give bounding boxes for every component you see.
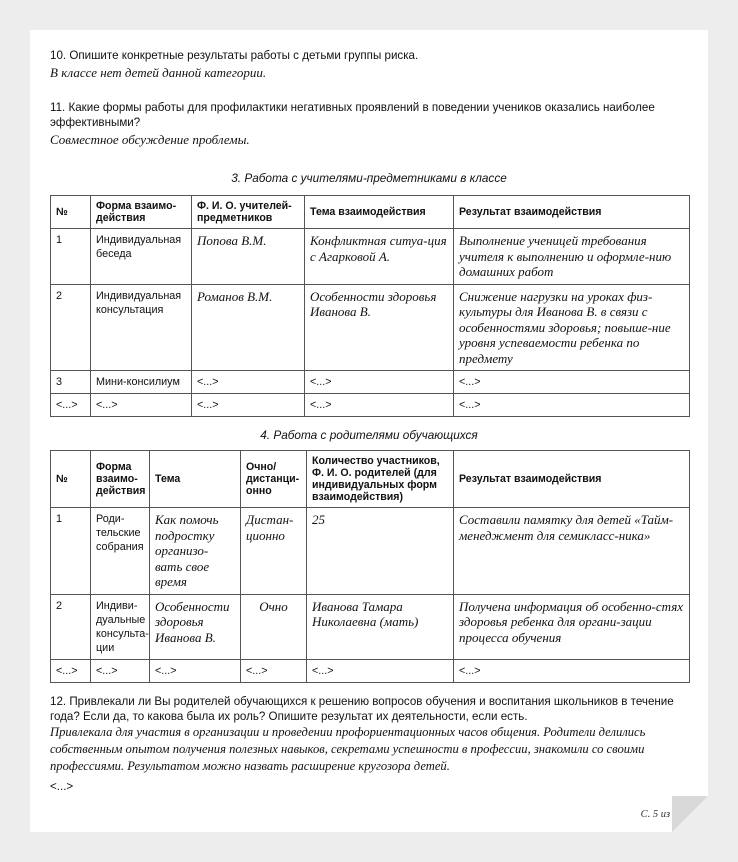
table-row [51, 371, 690, 394]
table-cell: <...> [454, 659, 690, 682]
table-cell: Получена информация об особенно-стях здоровья ребенка для органи-зации процесса обучения [454, 594, 690, 659]
table-cell: Снижение нагрузки на уроках физ-культуры для Иванова В. в связи с особенностями здоровья; повыше-ние уровня успеваемости ребенка по предмету [454, 284, 690, 371]
table-cell: Иванова Тамара Николаевна (мать) [307, 594, 454, 659]
table-cell: Очно [241, 594, 307, 659]
table-cell: <...> [305, 371, 454, 394]
answer-10: В классе нет детей данной категории. [50, 65, 267, 80]
question-12: 12. Привлекали ли Вы родителей обучающихся к решению вопросов обучения и воспитания школьников в течение года? Если да, то какова была их роль? Опишите результат их деятельности, если есть. [50, 695, 674, 723]
table-row [51, 284, 690, 371]
table-row [51, 659, 690, 682]
table-parents [50, 450, 690, 683]
table-cell: <...> [192, 371, 305, 394]
table-cell: <...> [51, 394, 91, 417]
table-cell: Особенности здоровья Иванова В. [305, 284, 454, 371]
table-cell: Индиви-дуальные консульта-ции [91, 594, 150, 659]
table-4-caption: 4. Работа с родителями обучающихся [260, 428, 478, 442]
table-cell: <...> [305, 394, 454, 417]
header-cell: Форма взаимо-действия [91, 196, 192, 229]
table-cell: Попова В.М. [192, 229, 305, 285]
table-cell: 2 [51, 284, 91, 371]
question-11: 11. Какие формы работы для профилактики негативных проявлений в поведении учеников оказались наиболее эффективными? [50, 101, 655, 129]
table-cell: Как помочь подростку организо-вать свое время [150, 508, 241, 595]
answer-11: Совместное обсуждение проблемы. [50, 132, 250, 147]
page-number: С. 5 из 6 [640, 809, 678, 820]
table-row [51, 394, 690, 417]
table-cell: 2 [51, 594, 91, 659]
table-row [51, 594, 690, 659]
table-cell: <...> [51, 659, 91, 682]
answer-12-ellipsis: <...> [50, 780, 74, 793]
table-teachers [50, 195, 690, 417]
table-cell: <...> [307, 659, 454, 682]
table-cell: Роди-тельские собрания [91, 508, 150, 595]
table-cell: Романов В.М. [192, 284, 305, 371]
table-cell: Индивидуальная беседа [91, 229, 192, 285]
table-cell: 1 [51, 229, 91, 285]
table-header-row [51, 451, 690, 508]
table-cell: Конфликтная ситуа-ция с Агарковой А. [305, 229, 454, 285]
header-cell: Результат взаимодействия [454, 196, 690, 229]
table-3-caption: 3. Работа с учителями-предметниками в классе [231, 171, 507, 185]
header-cell: № [51, 451, 91, 508]
table-cell: Особенности здоровья Иванова В. [150, 594, 241, 659]
table-cell: Индивидуальная консультация [91, 284, 192, 371]
table-cell: 1 [51, 508, 91, 595]
header-cell: Форма взаимо-действия [91, 451, 150, 508]
table-cell: <...> [91, 659, 150, 682]
header-cell: Очно/ дистанци-онно [241, 451, 307, 508]
table-cell: Выполнение ученицей требования учителя к выполнению и оформле-нию домашних работ [454, 229, 690, 285]
table-cell: <...> [454, 394, 690, 417]
question-10: 10. Опишите конкретные результаты работы с детьми группы риска. [50, 49, 419, 62]
header-cell: Ф. И. О. учителей-предметников [192, 196, 305, 229]
table-cell: <...> [150, 659, 241, 682]
table-cell: Составили памятку для детей «Тайм-менеджмент для семикласс-ника» [454, 508, 690, 595]
table-cell: Дистан-ционно [241, 508, 307, 595]
table-cell: 25 [307, 508, 454, 595]
header-cell: Результат взаимодействия [454, 451, 690, 508]
table-cell: <...> [241, 659, 307, 682]
table-cell: 3 [51, 371, 91, 394]
table-header-row [51, 196, 690, 229]
table-row [51, 229, 690, 285]
header-cell: № [51, 196, 91, 229]
header-cell: Тема взаимодействия [305, 196, 454, 229]
table-cell: Мини-консилиум [91, 371, 192, 394]
table-cell: <...> [91, 394, 192, 417]
page-fold-corner [672, 796, 708, 832]
header-cell: Количество участников, Ф. И. О. родителей (для индивидуальных форм взаимодействия) [307, 451, 454, 508]
table-cell: <...> [454, 371, 690, 394]
table-row [51, 508, 690, 595]
table-cell: <...> [192, 394, 305, 417]
answer-12: Привлекала для участия в организации и проведении профориентационных часов общения. Родители делились собственным опытом получения полезных навыков, секретами успешности в профессии, знакомили со своими профессиями. Результатом можно назвать расширение кругозора детей. [50, 725, 646, 773]
document-page [30, 30, 708, 832]
header-cell: Тема [150, 451, 241, 508]
